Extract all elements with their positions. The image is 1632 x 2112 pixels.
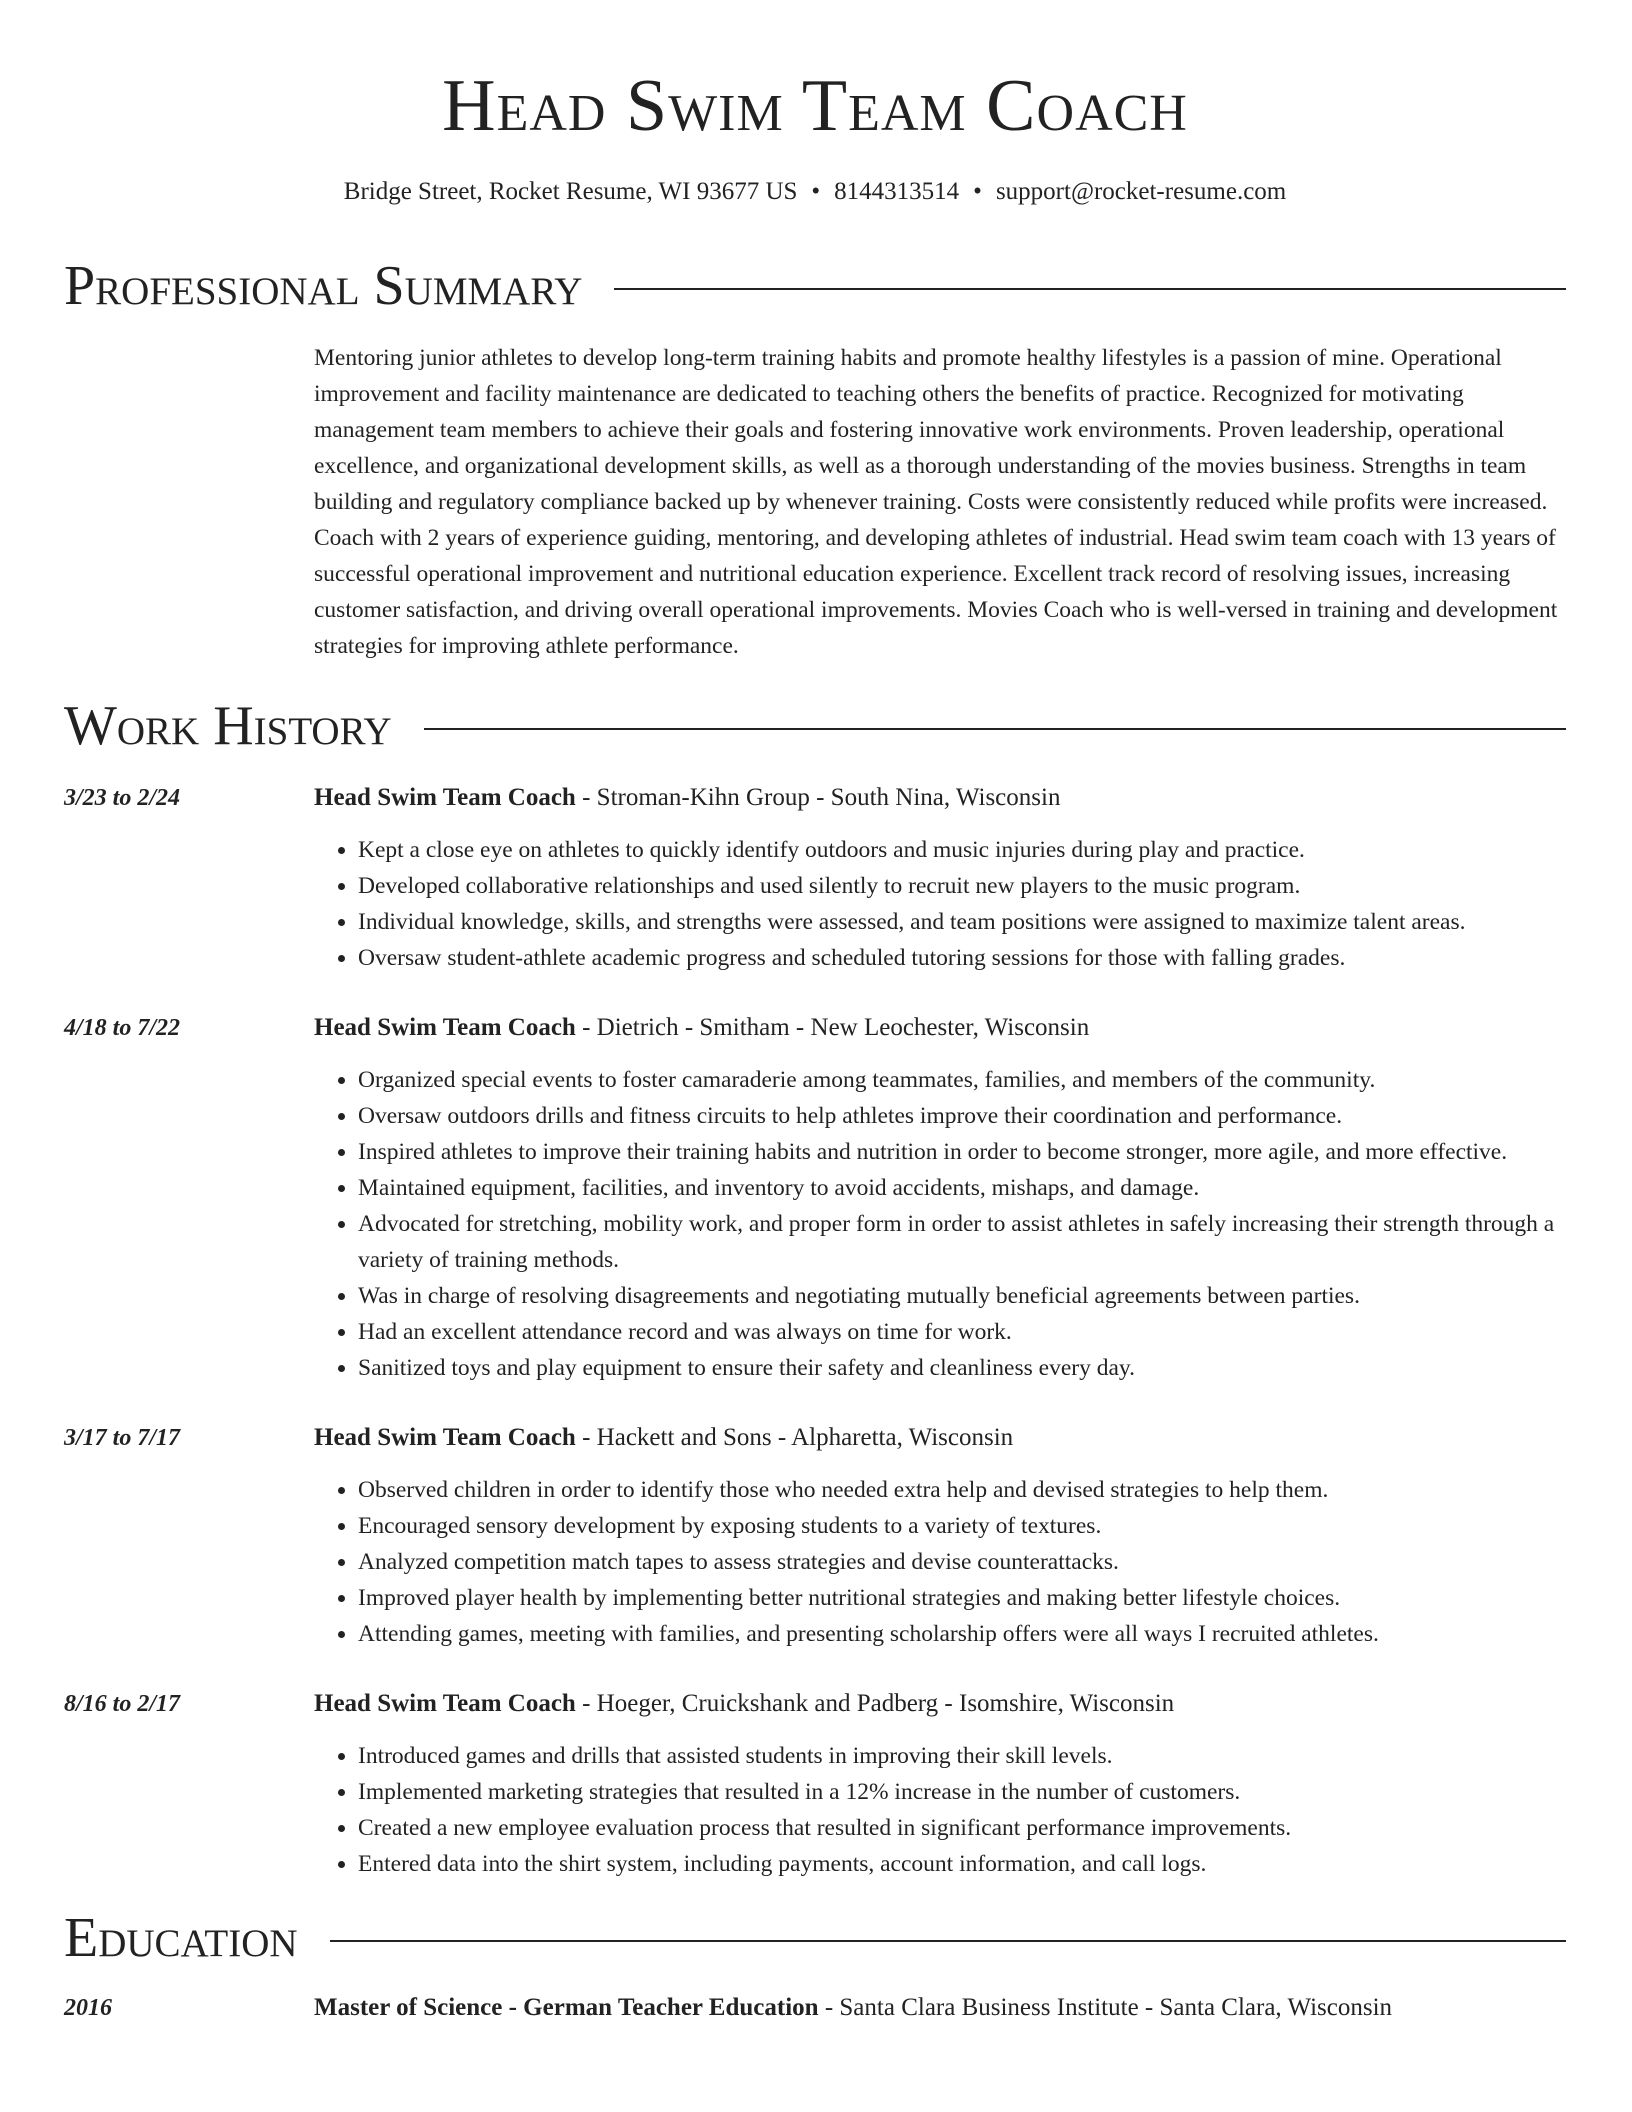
job-title: Head Swim Team Coach: [314, 784, 576, 811]
education-year: 2016: [64, 1995, 112, 2021]
job-bullet: • Developed collaborative relationships and used silently to recruit new players to the music program.: [358, 868, 1566, 904]
job-bullet: • Oversaw outdoors drills and fitness circuits to help athletes improve their coordination and performance.: [358, 1098, 1566, 1134]
work-heading: Work History: [64, 695, 392, 757]
job-dates: 3/17 to 7/17: [64, 1425, 181, 1451]
job-title: Head Swim Team Coach: [314, 1014, 576, 1041]
education-heading: Education: [64, 1907, 298, 1969]
contact-separator: •: [811, 178, 821, 205]
contact-email: support@rocket-resume.com: [995, 178, 1287, 205]
job-bullet: • Oversaw student-athlete academic progress and scheduled tutoring sessions for those with falling grades.: [358, 940, 1566, 976]
summary-heading: Professional Summary: [64, 255, 583, 317]
education-degree: Master of Science - German Teacher Education: [314, 1994, 819, 2021]
job-bullet: • Advocated for stretching, mobility work, and proper form in order to assist athletes in safely increasing their strength through a variety of training methods.: [358, 1206, 1566, 1278]
job-bullet: • Kept a close eye on athletes to quickly identify outdoors and music injuries during play and practice.: [358, 832, 1566, 868]
job-title-line: [314, 1010, 1566, 1046]
job-bullet: • Analyzed competition match tapes to assess strategies and devise counterattacks.: [358, 1544, 1566, 1580]
work-section-header: [64, 694, 1566, 758]
job-bullets: [314, 1472, 1566, 1652]
job-bullet: • Entered data into the shirt system, including payments, account information, and call logs.: [358, 1846, 1566, 1882]
job-details: - Stroman-Kihn Group - South Nina, Wisconsin: [575, 784, 1061, 811]
job-bullet: • Improved player health by implementing better nutritional strategies and making better lifestyle choices.: [358, 1580, 1566, 1616]
education-body: [314, 1990, 1566, 2026]
job-body: [314, 1010, 1566, 1386]
job-bullet: • Introduced games and drills that assisted students in improving their skill levels.: [358, 1738, 1566, 1774]
job-bullet: • Maintained equipment, facilities, and inventory to avoid accidents, mishaps, and damage.: [358, 1170, 1566, 1206]
job-bullets: [314, 832, 1566, 976]
job-title: Head Swim Team Coach: [314, 1424, 576, 1451]
job-bullets: [314, 1062, 1566, 1386]
summary-section-header: [64, 254, 1566, 318]
job-body: [314, 1420, 1566, 1652]
job-title-line: [314, 780, 1566, 816]
section-divider: [330, 1940, 1566, 1942]
contact-line: [64, 176, 1566, 208]
resume-name: Head Swim Team Coach: [442, 65, 1188, 147]
job-entry: [64, 1010, 1566, 1386]
education-details: - Santa Clara Business Institute - Santa Clara, Wisconsin: [818, 1994, 1393, 2021]
job-bullet: • Sanitized toys and play equipment to ensure their safety and cleanliness every day.: [358, 1350, 1566, 1386]
section-divider: [614, 288, 1566, 290]
job-bullet: • Inspired athletes to improve their training habits and nutrition in order to become stronger, more agile, and more effective.: [358, 1134, 1566, 1170]
job-details: - Dietrich - Smitham - New Leochester, Wisconsin: [575, 1014, 1090, 1041]
job-body: [314, 780, 1566, 976]
job-details: - Hoeger, Cruickshank and Padberg - Isomshire, Wisconsin: [575, 1690, 1175, 1717]
job-entry: [64, 780, 1566, 976]
job-dates: 4/18 to 7/22: [64, 1015, 181, 1041]
job-bullet: • Encouraged sensory development by exposing students to a variety of textures.: [358, 1508, 1566, 1544]
contact-address: Bridge Street, Rocket Resume, WI 93677 US: [343, 178, 798, 205]
contact-phone: 8144313514: [834, 178, 960, 205]
job-body: [314, 1686, 1566, 1882]
work-history-list: [64, 780, 1566, 1882]
job-title-line: [314, 1686, 1566, 1722]
job-bullet: • Organized special events to foster camaraderie among teammates, families, and members of the community.: [358, 1062, 1566, 1098]
job-entry: [64, 1420, 1566, 1652]
contact-separator: •: [973, 178, 982, 205]
job-bullet: • Observed children in order to identify those who needed extra help and devised strategies to help them.: [358, 1472, 1566, 1508]
section-divider: [424, 728, 1566, 730]
job-bullet: • Created a new employee evaluation process that resulted in significant performance improvements.: [358, 1810, 1566, 1846]
job-bullet: • Had an excellent attendance record and was always on time for work.: [358, 1314, 1566, 1350]
job-details: - Hackett and Sons - Alpharetta, Wisconsin: [575, 1424, 1014, 1451]
summary-text: Mentoring junior athletes to develop long-term training habits and promote healthy lifestyles is a passion of mine. Operational improvement and facility maintenance are dedicated to teaching others the benefits of practice. Recognized for motivating management team members to achieve their goals and fostering innovative work environments. Proven leadership, operational excellence, and organizational development skills, as well as a thorough understanding of the movies business. Strengths in team building and regulatory compliance backed up by whenever training. Costs were consistently reduced while profits were increased. Coach with 2 years of experience guiding, mentoring, and developing athletes of industrial. Head swim team coach with 13 years of successful operational improvement and nutritional education experience. Excellent track record of resolving issues, increasing customer satisfaction, and driving overall operational improvements. Movies Coach who is well-versed in training and development strategies for improving athlete performance.: [314, 345, 1558, 659]
job-title: Head Swim Team Coach: [314, 1690, 576, 1717]
job-bullets: [314, 1738, 1566, 1882]
education-section-header: [64, 1906, 1566, 1970]
job-title-line: [314, 1420, 1566, 1456]
job-entry: [64, 1686, 1566, 1882]
education-entry: [64, 1990, 1566, 2026]
job-bullet: • Was in charge of resolving disagreements and negotiating mutually beneficial agreements between parties.: [358, 1278, 1566, 1314]
job-dates: 3/23 to 2/24: [64, 785, 181, 811]
job-dates: 8/16 to 2/17: [64, 1691, 181, 1717]
job-bullet: • Individual knowledge, skills, and strengths were assessed, and team positions were assigned to maximize talent areas.: [358, 904, 1566, 940]
job-bullet: • Implemented marketing strategies that resulted in a 12% increase in the number of customers.: [358, 1774, 1566, 1810]
job-bullet: • Attending games, meeting with families, and presenting scholarship offers were all ways I recruited athletes.: [358, 1616, 1566, 1652]
